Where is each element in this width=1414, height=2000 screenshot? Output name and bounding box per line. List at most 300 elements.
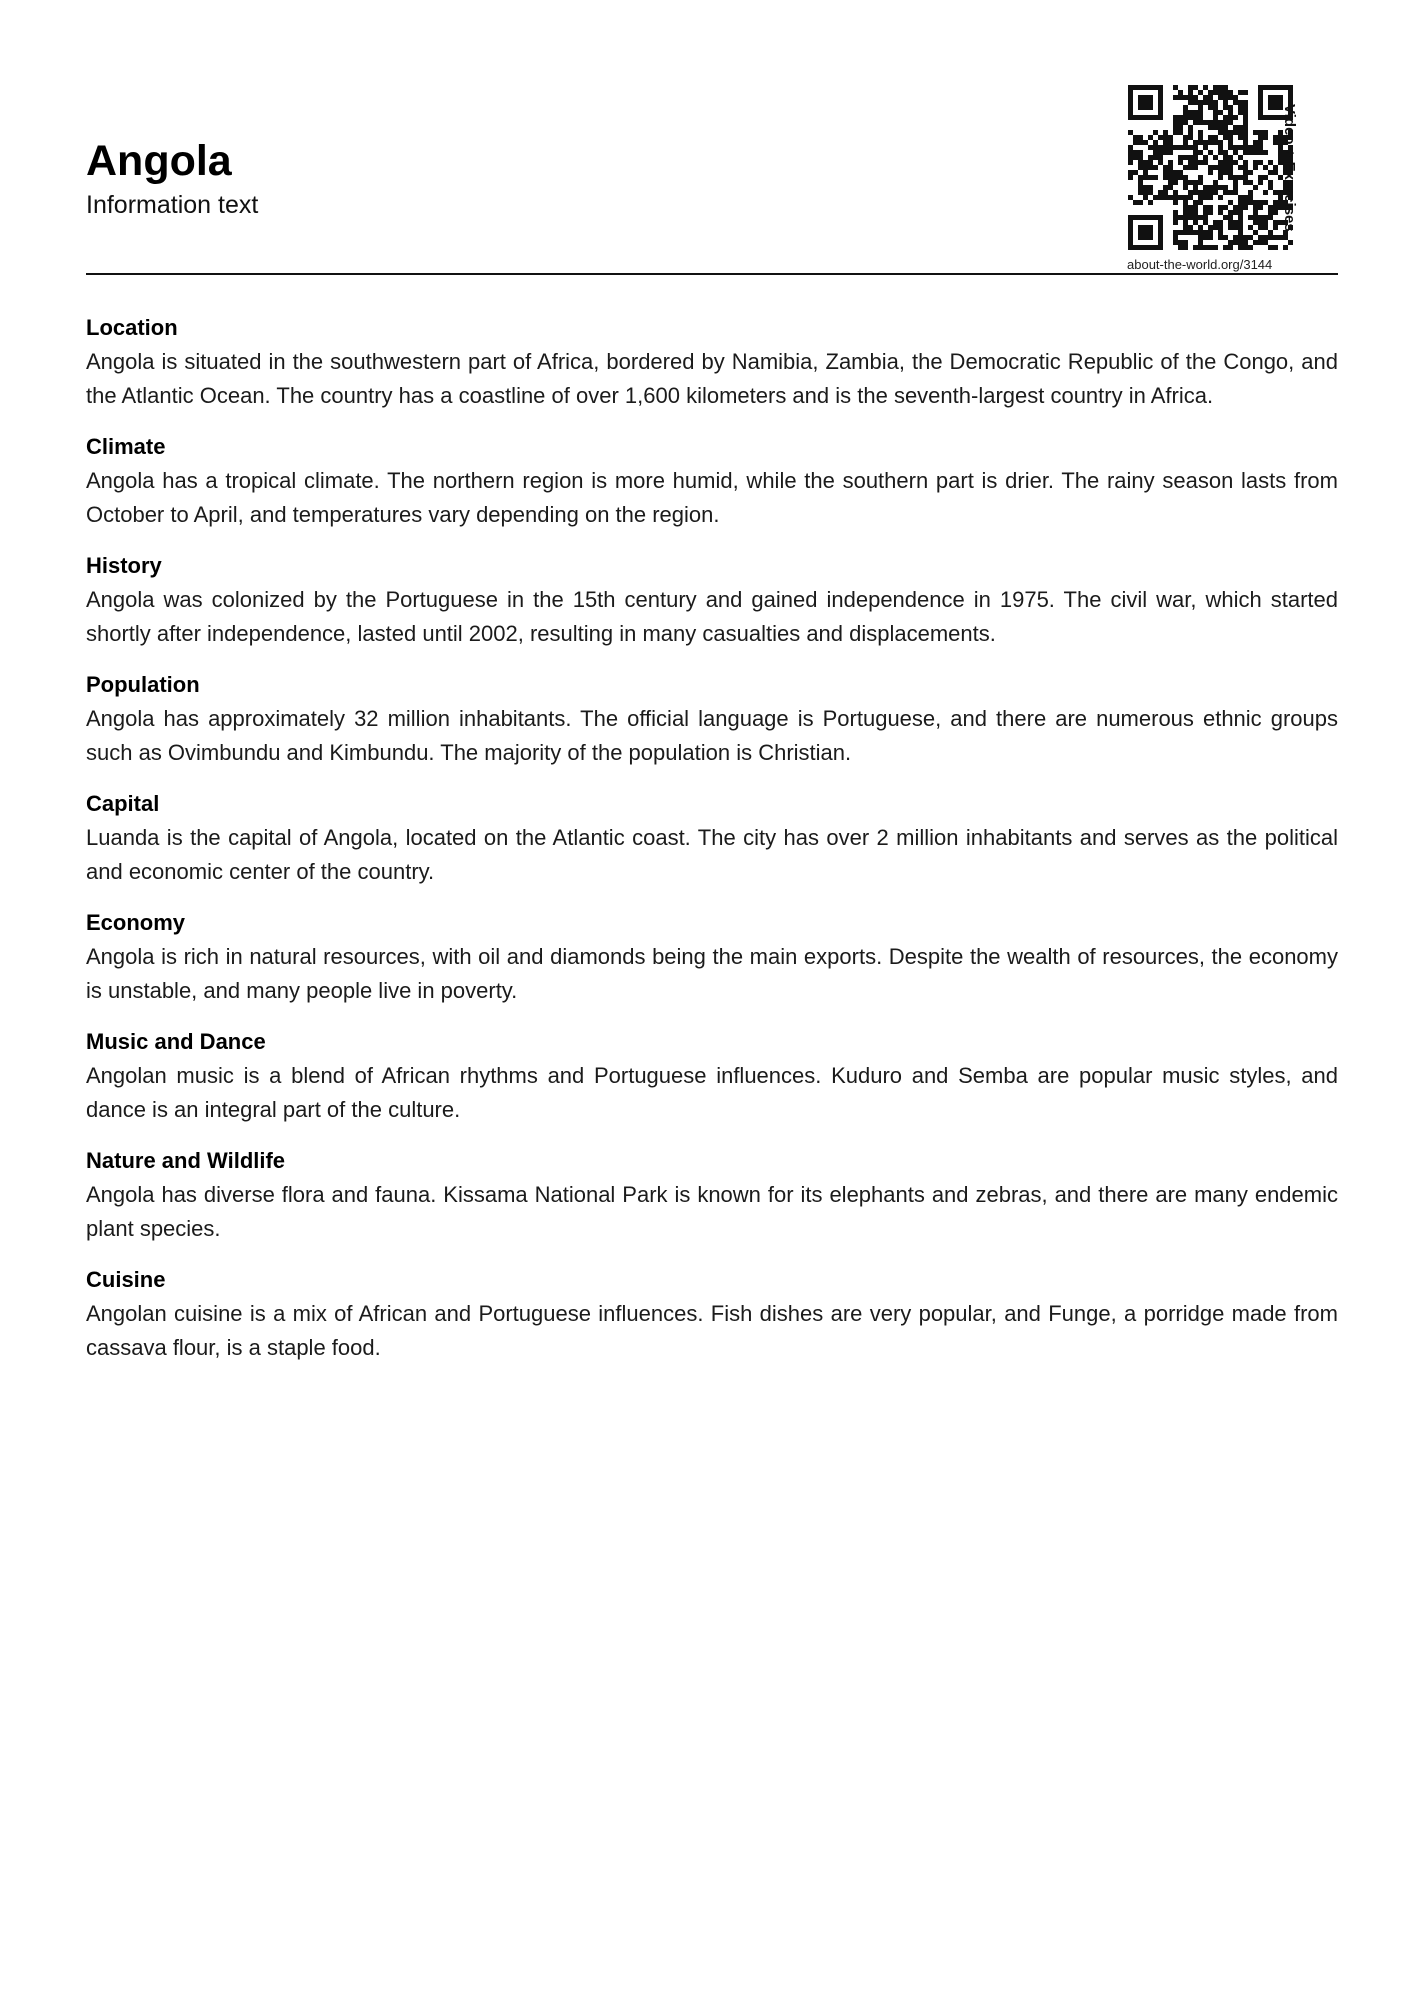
qr-module xyxy=(1238,110,1243,115)
qr-module xyxy=(1198,230,1203,235)
qr-module xyxy=(1138,230,1143,235)
qr-module xyxy=(1218,85,1223,90)
qr-module xyxy=(1143,215,1148,220)
qr-module xyxy=(1198,150,1203,155)
qr-module xyxy=(1193,110,1198,115)
qr-module xyxy=(1148,95,1153,100)
qr-module xyxy=(1138,245,1143,250)
section-text: Angola is situated in the southwestern part of Africa, bordered by Namibia, Zambia, the Democratic Republic of the Congo, and the Atlantic Ocean. The country has a coastline of over 1,600 kilometers and is the seventh-largest country in Africa. xyxy=(86,349,1338,408)
qr-module xyxy=(1228,140,1233,145)
qr-module xyxy=(1218,145,1223,150)
qr-module xyxy=(1203,230,1208,235)
qr-module xyxy=(1133,115,1138,120)
qr-module xyxy=(1148,245,1153,250)
qr-module xyxy=(1188,115,1193,120)
qr-module xyxy=(1188,205,1193,210)
qr-module xyxy=(1208,170,1213,175)
qr-module xyxy=(1263,220,1268,225)
qr-module xyxy=(1218,110,1223,115)
qr-module xyxy=(1138,135,1143,140)
qr-module xyxy=(1228,145,1233,150)
qr-module xyxy=(1198,200,1203,205)
qr-module xyxy=(1263,165,1268,170)
qr-module xyxy=(1148,200,1153,205)
qr-module xyxy=(1143,245,1148,250)
qr-module xyxy=(1188,90,1193,95)
qr-module xyxy=(1223,130,1228,135)
qr-module xyxy=(1178,120,1183,125)
qr-module xyxy=(1178,90,1183,95)
qr-module xyxy=(1223,235,1228,240)
qr-module xyxy=(1253,160,1258,165)
qr-module xyxy=(1243,200,1248,205)
qr-module xyxy=(1193,100,1198,105)
qr-module xyxy=(1218,170,1223,175)
qr-module xyxy=(1198,235,1203,240)
qr-module xyxy=(1158,190,1163,195)
qr-module xyxy=(1203,245,1208,250)
qr-module xyxy=(1218,205,1223,210)
qr-module xyxy=(1183,155,1188,160)
section-capital xyxy=(86,787,1338,889)
qr-module xyxy=(1253,200,1258,205)
qr-module xyxy=(1128,110,1133,115)
qr-module xyxy=(1268,115,1273,120)
qr-module xyxy=(1268,185,1273,190)
qr-module xyxy=(1243,145,1248,150)
qr-module xyxy=(1253,130,1258,135)
qr-module xyxy=(1183,95,1188,100)
qr-module xyxy=(1258,240,1263,245)
qr-module xyxy=(1213,120,1218,125)
section-title: Capital xyxy=(86,791,160,816)
qr-module xyxy=(1188,180,1193,185)
qr-module xyxy=(1248,150,1253,155)
qr-module xyxy=(1258,235,1263,240)
qr-module xyxy=(1198,115,1203,120)
qr-module xyxy=(1213,90,1218,95)
section-climate xyxy=(86,430,1338,532)
qr-module xyxy=(1183,120,1188,125)
qr-module xyxy=(1233,240,1238,245)
section-cuisine xyxy=(86,1263,1338,1365)
qr-module xyxy=(1253,230,1258,235)
section-title: Cuisine xyxy=(86,1267,166,1292)
qr-module xyxy=(1263,115,1268,120)
section-title: Nature and Wildlife xyxy=(86,1148,286,1173)
section-text: Angola was colonized by the Portuguese in the 15th century and gained independence in 1975. The civil war, which started shortly after independence, lasted until 2002, resulting in many casualties and displacements. xyxy=(86,587,1338,646)
qr-module xyxy=(1183,180,1188,185)
qr-module xyxy=(1128,175,1133,180)
qr-module xyxy=(1258,135,1263,140)
qr-module xyxy=(1208,190,1213,195)
qr-module xyxy=(1188,135,1193,140)
information-content xyxy=(86,311,1338,1382)
qr-module xyxy=(1168,195,1173,200)
qr-module xyxy=(1233,185,1238,190)
qr-module xyxy=(1158,225,1163,230)
qr-module xyxy=(1213,225,1218,230)
qr-module xyxy=(1168,180,1173,185)
section-population xyxy=(86,668,1338,770)
qr-module xyxy=(1233,190,1238,195)
qr-module xyxy=(1223,245,1228,250)
qr-module xyxy=(1243,205,1248,210)
qr-module xyxy=(1138,155,1143,160)
qr-module xyxy=(1193,210,1198,215)
qr-module xyxy=(1128,130,1133,135)
qr-module xyxy=(1233,205,1238,210)
qr-module xyxy=(1258,215,1263,220)
qr-module xyxy=(1178,240,1183,245)
qr-module xyxy=(1248,170,1253,175)
qr-module xyxy=(1128,230,1133,235)
qr-module xyxy=(1128,105,1133,110)
qr-module xyxy=(1223,125,1228,130)
qr-module xyxy=(1233,175,1238,180)
qr-module xyxy=(1143,105,1148,110)
qr-module xyxy=(1128,225,1133,230)
qr-module xyxy=(1203,220,1208,225)
qr-module xyxy=(1193,120,1198,125)
qr-module xyxy=(1143,95,1148,100)
qr-module xyxy=(1138,105,1143,110)
qr-module xyxy=(1218,90,1223,95)
section-title: Economy xyxy=(86,910,186,935)
qr-module xyxy=(1208,205,1213,210)
qr-module xyxy=(1143,195,1148,200)
qr-module xyxy=(1213,135,1218,140)
qr-module xyxy=(1243,110,1248,115)
qr-module xyxy=(1238,165,1243,170)
qr-module xyxy=(1133,140,1138,145)
qr-module xyxy=(1243,115,1248,120)
qr-module xyxy=(1243,125,1248,130)
header-divider xyxy=(86,273,1338,275)
qr-module xyxy=(1163,145,1168,150)
qr-module xyxy=(1188,215,1193,220)
qr-module xyxy=(1173,125,1178,130)
qr-module xyxy=(1143,160,1148,165)
qr-module xyxy=(1148,230,1153,235)
qr-module xyxy=(1148,145,1153,150)
qr-url[interactable]: about-the-world.org/3144 xyxy=(1127,257,1273,272)
qr-module xyxy=(1233,115,1238,120)
qr-module xyxy=(1218,150,1223,155)
qr-module xyxy=(1208,140,1213,145)
qr-module xyxy=(1288,95,1293,100)
qr-module xyxy=(1208,125,1213,130)
qr-module xyxy=(1153,155,1158,160)
qr-module xyxy=(1263,200,1268,205)
qr-module xyxy=(1258,105,1263,110)
qr-module xyxy=(1173,200,1178,205)
qr-module xyxy=(1138,165,1143,170)
qr-module xyxy=(1128,145,1133,150)
qr-module xyxy=(1143,235,1148,240)
qr-module xyxy=(1183,205,1188,210)
qr-module xyxy=(1208,210,1213,215)
qr-code-icon[interactable] xyxy=(1128,85,1293,255)
qr-module xyxy=(1203,235,1208,240)
qr-module xyxy=(1193,115,1198,120)
qr-module xyxy=(1168,160,1173,165)
qr-module xyxy=(1153,175,1158,180)
qr-module xyxy=(1203,195,1208,200)
qr-module xyxy=(1223,120,1228,125)
qr-module xyxy=(1208,225,1213,230)
qr-module xyxy=(1178,115,1183,120)
qr-module xyxy=(1253,145,1258,150)
qr-module xyxy=(1183,195,1188,200)
qr-module xyxy=(1238,195,1243,200)
qr-module xyxy=(1193,215,1198,220)
qr-module xyxy=(1168,135,1173,140)
qr-module xyxy=(1193,140,1198,145)
qr-module xyxy=(1253,150,1258,155)
qr-module xyxy=(1223,155,1228,160)
qr-module xyxy=(1203,85,1208,90)
qr-module xyxy=(1258,205,1263,210)
qr-module xyxy=(1173,220,1178,225)
qr-module xyxy=(1238,215,1243,220)
qr-module xyxy=(1213,165,1218,170)
qr-module xyxy=(1143,85,1148,90)
qr-module xyxy=(1268,180,1273,185)
qr-module xyxy=(1128,215,1133,220)
qr-module xyxy=(1198,140,1203,145)
qr-module xyxy=(1203,120,1208,125)
qr-module xyxy=(1138,175,1143,180)
qr-module xyxy=(1253,205,1258,210)
qr-module xyxy=(1258,110,1263,115)
qr-module xyxy=(1238,125,1243,130)
qr-module xyxy=(1148,175,1153,180)
qr-module xyxy=(1238,135,1243,140)
qr-module xyxy=(1203,155,1208,160)
qr-module xyxy=(1258,160,1263,165)
qr-module xyxy=(1278,85,1283,90)
section-location xyxy=(86,311,1338,413)
section-title: Music and Dance xyxy=(86,1029,266,1054)
qr-module xyxy=(1183,105,1188,110)
section-music-and-dance xyxy=(86,1025,1338,1127)
qr-module xyxy=(1153,115,1158,120)
qr-module xyxy=(1148,225,1153,230)
qr-module xyxy=(1173,85,1178,90)
qr-module xyxy=(1198,130,1203,135)
qr-module xyxy=(1158,215,1163,220)
qr-module xyxy=(1203,145,1208,150)
qr-module xyxy=(1228,90,1233,95)
qr-module xyxy=(1153,85,1158,90)
qr-module xyxy=(1193,200,1198,205)
qr-module xyxy=(1208,165,1213,170)
qr-module xyxy=(1203,95,1208,100)
page-subtitle: Information text xyxy=(86,191,259,219)
qr-module xyxy=(1153,195,1158,200)
qr-module xyxy=(1218,220,1223,225)
qr-module xyxy=(1243,100,1248,105)
qr-module xyxy=(1193,85,1198,90)
qr-module xyxy=(1228,160,1233,165)
qr-module xyxy=(1148,105,1153,110)
qr-module xyxy=(1218,225,1223,230)
qr-module xyxy=(1243,245,1248,250)
qr-module xyxy=(1188,125,1193,130)
qr-module xyxy=(1263,215,1268,220)
qr-module xyxy=(1133,150,1138,155)
qr-module xyxy=(1178,230,1183,235)
qr-module xyxy=(1223,190,1228,195)
qr-module xyxy=(1238,230,1243,235)
qr-module xyxy=(1178,145,1183,150)
qr-module xyxy=(1258,130,1263,135)
qr-module xyxy=(1128,95,1133,100)
qr-module xyxy=(1153,145,1158,150)
qr-module xyxy=(1228,170,1233,175)
qr-module xyxy=(1138,235,1143,240)
qr-module xyxy=(1268,235,1273,240)
qr-module xyxy=(1183,245,1188,250)
qr-module xyxy=(1158,195,1163,200)
qr-module xyxy=(1143,100,1148,105)
qr-module xyxy=(1243,195,1248,200)
qr-module xyxy=(1233,100,1238,105)
qr-module xyxy=(1263,130,1268,135)
qr-module xyxy=(1248,245,1253,250)
qr-module xyxy=(1268,85,1273,90)
qr-module xyxy=(1233,145,1238,150)
qr-module xyxy=(1193,160,1198,165)
qr-module xyxy=(1288,90,1293,95)
qr-module xyxy=(1258,200,1263,205)
qr-module xyxy=(1213,220,1218,225)
qr-module xyxy=(1183,240,1188,245)
qr-module xyxy=(1158,240,1163,245)
section-title: Climate xyxy=(86,434,166,459)
qr-module xyxy=(1173,190,1178,195)
qr-module xyxy=(1213,155,1218,160)
qr-module xyxy=(1193,220,1198,225)
qr-module xyxy=(1238,240,1243,245)
qr-module xyxy=(1208,150,1213,155)
qr-module xyxy=(1158,85,1163,90)
qr-module xyxy=(1238,205,1243,210)
qr-module xyxy=(1138,180,1143,185)
qr-module xyxy=(1133,245,1138,250)
qr-module xyxy=(1188,95,1193,100)
qr-module xyxy=(1128,235,1133,240)
section-nature-and-wildlife xyxy=(86,1144,1338,1246)
qr-module xyxy=(1243,120,1248,125)
qr-module xyxy=(1203,210,1208,215)
qr-code-graphic xyxy=(1128,85,1293,255)
qr-module xyxy=(1168,170,1173,175)
qr-module xyxy=(1228,105,1233,110)
qr-module xyxy=(1213,140,1218,145)
qr-module xyxy=(1173,120,1178,125)
qr-module xyxy=(1253,210,1258,215)
qr-module xyxy=(1138,85,1143,90)
qr-module xyxy=(1218,185,1223,190)
qr-module xyxy=(1208,95,1213,100)
qr-module xyxy=(1183,165,1188,170)
qr-module xyxy=(1263,175,1268,180)
qr-module xyxy=(1153,130,1158,135)
qr-module xyxy=(1188,160,1193,165)
qr-module xyxy=(1243,90,1248,95)
qr-module xyxy=(1223,150,1228,155)
qr-module xyxy=(1223,165,1228,170)
qr-module xyxy=(1223,135,1228,140)
qr-module xyxy=(1128,170,1133,175)
qr-module xyxy=(1158,245,1163,250)
qr-module xyxy=(1198,100,1203,105)
qr-module xyxy=(1198,190,1203,195)
qr-module xyxy=(1188,225,1193,230)
qr-module xyxy=(1173,170,1178,175)
qr-module xyxy=(1188,100,1193,105)
qr-module xyxy=(1168,140,1173,145)
qr-module xyxy=(1273,85,1278,90)
section-text: Angolan cuisine is a mix of African and Portuguese influences. Fish dishes are very popular, and Funge, a porridge made from cassava flour, is a staple food. xyxy=(86,1301,1338,1360)
qr-module xyxy=(1183,145,1188,150)
qr-module xyxy=(1238,220,1243,225)
qr-module xyxy=(1263,235,1268,240)
qr-module xyxy=(1183,140,1188,145)
qr-module xyxy=(1178,95,1183,100)
qr-module xyxy=(1148,155,1153,160)
qr-module xyxy=(1193,205,1198,210)
qr-module xyxy=(1238,225,1243,230)
qr-module xyxy=(1248,215,1253,220)
qr-module xyxy=(1178,160,1183,165)
qr-module xyxy=(1193,165,1198,170)
qr-module xyxy=(1183,175,1188,180)
qr-module xyxy=(1183,230,1188,235)
qr-module xyxy=(1218,165,1223,170)
qr-module xyxy=(1233,160,1238,165)
qr-module xyxy=(1198,245,1203,250)
qr-module xyxy=(1218,140,1223,145)
qr-module xyxy=(1158,230,1163,235)
qr-module xyxy=(1258,145,1263,150)
qr-module xyxy=(1228,240,1233,245)
qr-module xyxy=(1148,215,1153,220)
qr-module xyxy=(1128,150,1133,155)
qr-module xyxy=(1138,100,1143,105)
section-text: Luanda is the capital of Angola, located on the Atlantic coast. The city has over 2 million inhabitants and serves as the political and economic center of the country. xyxy=(86,825,1338,884)
qr-module xyxy=(1128,85,1133,90)
qr-module xyxy=(1223,115,1228,120)
qr-module xyxy=(1233,225,1238,230)
qr-module xyxy=(1278,95,1283,100)
qr-module xyxy=(1173,95,1178,100)
qr-module xyxy=(1133,170,1138,175)
qr-module xyxy=(1188,110,1193,115)
qr-module xyxy=(1208,105,1213,110)
qr-module xyxy=(1268,210,1273,215)
qr-module xyxy=(1198,110,1203,115)
qr-module xyxy=(1128,100,1133,105)
qr-module xyxy=(1218,230,1223,235)
qr-module xyxy=(1143,225,1148,230)
qr-module xyxy=(1198,215,1203,220)
qr-module xyxy=(1208,230,1213,235)
qr-module xyxy=(1138,190,1143,195)
qr-module xyxy=(1268,100,1273,105)
